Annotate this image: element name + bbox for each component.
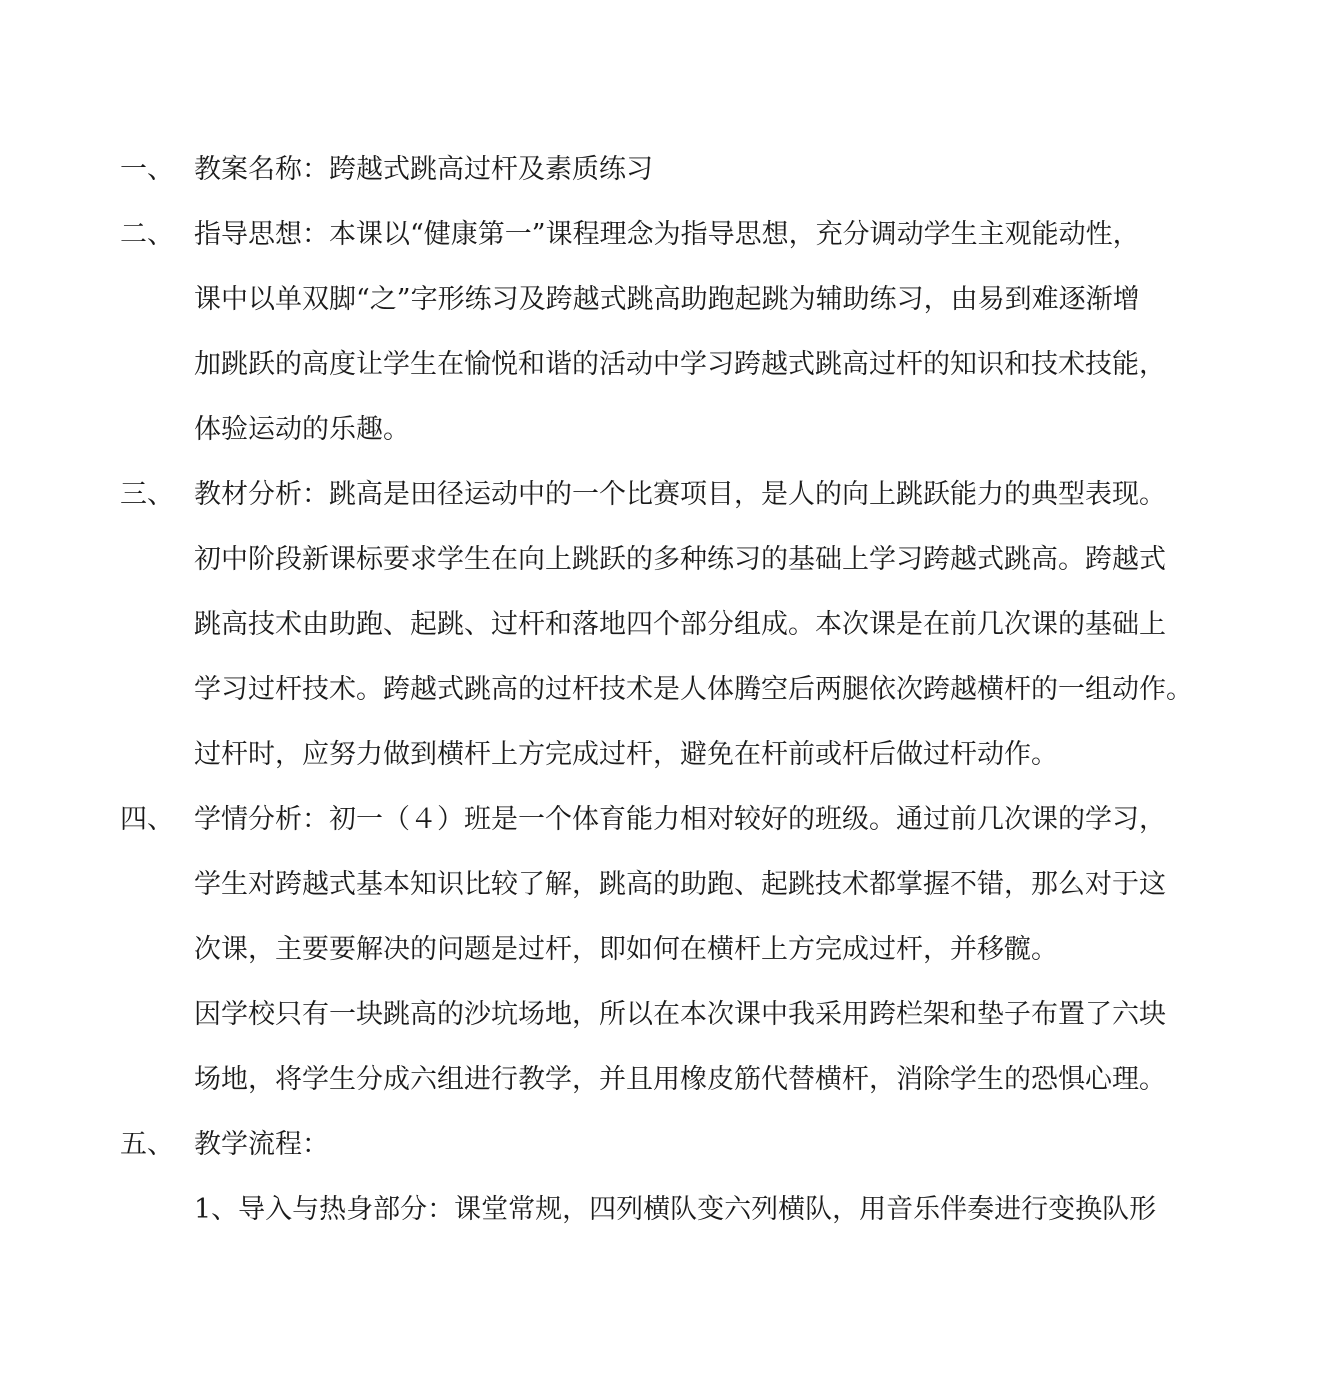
section-text-line: 指导思想：本课以“健康第一”课程理念为指导思想，充分调动学生主观能动性， (194, 219, 1140, 250)
section-number: 二、 (120, 219, 174, 250)
section-text-line: 教材分析：跳高是田径运动中的一个比赛项目，是人的向上跳跃能力的典型表现。 (194, 479, 1166, 510)
section-text-line: 初中阶段新课标要求学生在向上跳跃的多种练习的基础上学习跨越式跳高。跨越式 (194, 544, 1166, 575)
section-text-line: 场地，将学生分成六组进行教学，并且用橡皮筋代替横杆，消除学生的恐惧心理。 (194, 1064, 1166, 1095)
section-number: 四、 (120, 804, 174, 835)
section-text-line: 因学校只有一块跳高的沙坑场地，所以在本次课中我采用跨栏架和垫子布置了六块 (194, 999, 1166, 1030)
section-text-line: 学生对跨越式基本知识比较了解，跳高的助跑、起跳技术都掌握不错，那么对于这 (194, 869, 1166, 900)
section-number: 五、 (120, 1129, 174, 1160)
section-text-line: 课中以单双脚“之”字形练习及跨越式跳高助跑起跳为辅助练习，由易到难逐渐增 (194, 284, 1140, 315)
section-number: 三、 (120, 479, 174, 510)
section-text-line: 学习过杆技术。跨越式跳高的过杆技术是人体腾空后两腿依次跨越横杆的一组动作。 (194, 674, 1193, 705)
section-text-line: 体验运动的乐趣。 (194, 414, 410, 445)
section-number: 一、 (120, 154, 174, 185)
section-text-line: 1、导入与热身部分：课堂常规，四列横队变六列横队，用音乐伴奏进行变换队形 (194, 1194, 1157, 1225)
section-text-line: 过杆时，应努力做到横杆上方完成过杆，避免在杆前或杆后做过杆动作。 (194, 739, 1058, 770)
section-text-line: 加跳跃的高度让学生在愉悦和谐的活动中学习跨越式跳高过杆的知识和技术技能， (194, 349, 1166, 380)
section-text-line: 教案名称：跨越式跳高过杆及素质练习 (194, 154, 653, 185)
section-text-line: 学情分析：初一（４）班是一个体育能力相对较好的班级。通过前几次课的学习， (194, 804, 1166, 835)
section-text-line: 次课，主要要解决的问题是过杆，即如何在横杆上方完成过杆，并移髋。 (194, 934, 1058, 965)
section-text-line: 跳高技术由助跑、起跳、过杆和落地四个部分组成。本次课是在前几次课的基础上 (194, 609, 1166, 640)
section-text-line: 教学流程： (194, 1129, 329, 1160)
